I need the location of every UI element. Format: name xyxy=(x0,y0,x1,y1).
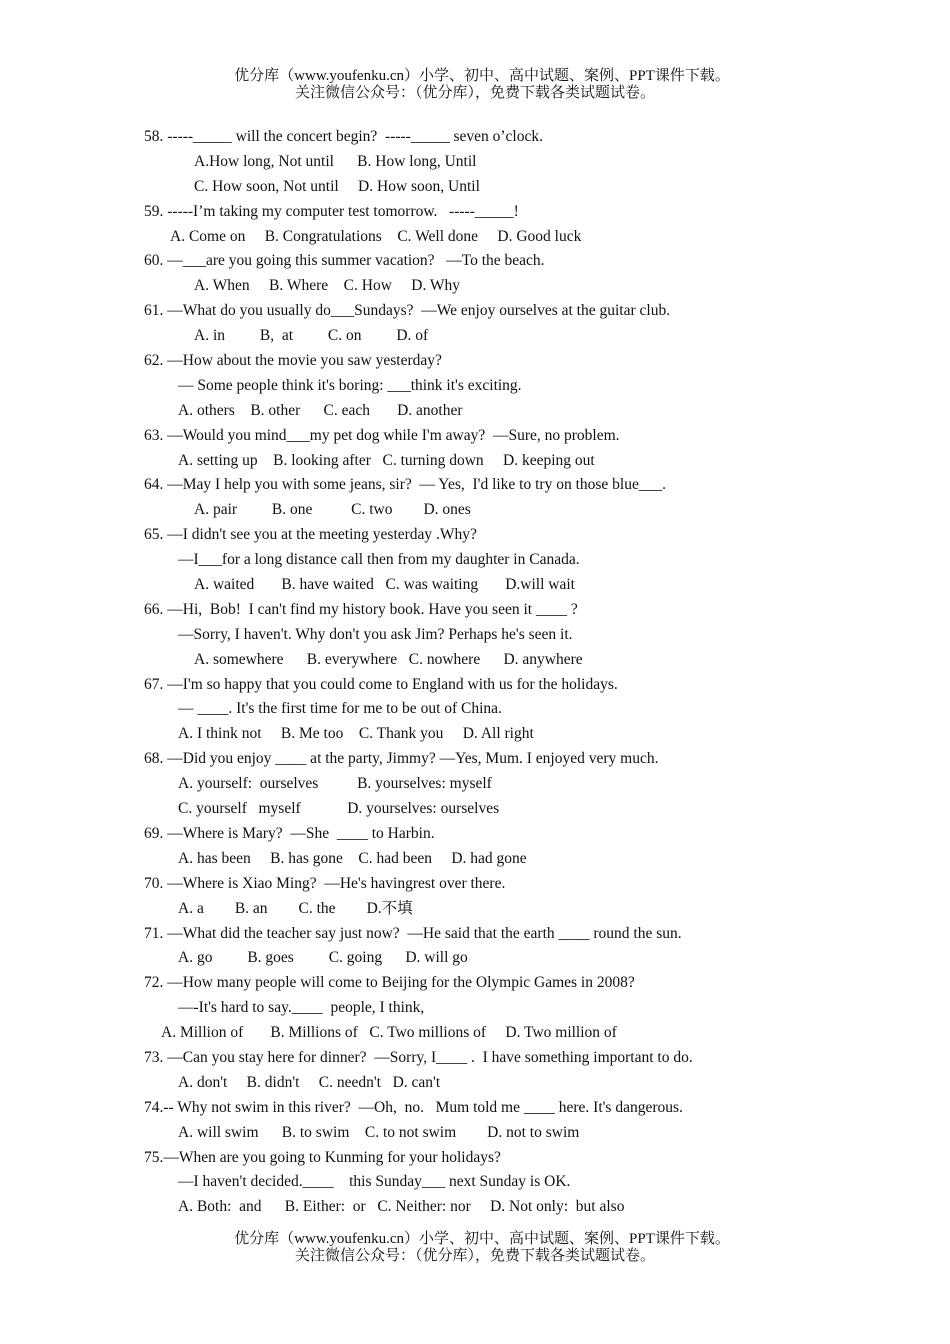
option-line: A. has been B. has gone C. had been D. had gone xyxy=(178,849,527,867)
option-line: —I haven't decided.____ this Sunday___ next Sunday is OK. xyxy=(178,1173,571,1191)
option-line: — ____. It's the first time for me to be out of China. xyxy=(178,700,502,718)
question-line: 58. -----_____ will the concert begin? -----_____ seven o’clock. xyxy=(144,128,543,145)
footer-line-2: 关注微信公众号：（优分库），免费下载各类试题试卷。 xyxy=(294,1248,655,1264)
question-line: 60. —___are you going this summer vacation? —To the beach. xyxy=(144,252,545,270)
question-line: 68. —Did you enjoy ____ at the party, Jimmy? —Yes, Mum. I enjoyed very much. xyxy=(144,750,659,768)
option-line: A. don't B. didn't C. needn't D. can't xyxy=(178,1073,441,1091)
option-line: A. others B. other C. each D. another xyxy=(178,401,463,419)
question-line: 74.-- Why not swim in this river? —Oh, no. Mum told me ____ here. It's dangerous. xyxy=(144,1098,683,1116)
option-line: —I___for a long distance call then from my daughter in Canada. xyxy=(178,551,580,569)
option-line: A. a B. an C. the D.不填 xyxy=(178,899,413,917)
option-line: A.How long, Not until B. How long, Until xyxy=(194,152,477,170)
option-line: C. yourself myself D. yourselves: ourselves xyxy=(178,800,500,818)
option-line: —-It's hard to say.____ people, I think, xyxy=(178,999,425,1017)
option-line: — Some people think it's boring: ___think it's exciting. xyxy=(178,376,522,394)
page-footer xyxy=(0,1231,950,1265)
header-line-2: 关注微信公众号：（优分库），免费下载各类试题试卷。 xyxy=(294,85,655,101)
option-line: A. go B. goes C. going D. will go xyxy=(178,949,468,967)
question-line: 70. —Where is Xiao Ming? —He's havingrest over there. xyxy=(144,874,506,892)
option-line: A. setting up B. looking after C. turning down D. keeping out xyxy=(178,451,595,469)
question-list xyxy=(144,125,924,1220)
option-line: A. Million of B. Millions of C. Two millions of D. Two million of xyxy=(161,1024,617,1042)
option-line: A. Come on B. Congratulations C. Well done D. Good luck xyxy=(170,227,582,245)
option-line: A. somewhere B. everywhere C. nowhere D. anywhere xyxy=(194,650,583,668)
option-line: A. When B. Where C. How D. Why xyxy=(194,277,461,295)
footer-line-1: 优分库（www.youfenku.cn）小学、初中、高中试题、案例、PPT课件下载。 xyxy=(234,1231,730,1247)
question-line: 63. —Would you mind___my pet dog while I'm away? —Sure, no problem. xyxy=(144,426,620,444)
question-line: 66. —Hi, Bob! I can't find my history book. Have you seen it ____ ? xyxy=(144,600,578,618)
question-line: 67. —I'm so happy that you could come to England with us for the holidays. xyxy=(144,675,618,693)
question-line: 59. -----I’m taking my computer test tomorrow. -----_____! xyxy=(144,202,519,220)
option-line: A. in B, at C. on D. of xyxy=(194,327,429,345)
header-line-1: 优分库（www.youfenku.cn）小学、初中、高中试题、案例、PPT课件下载。 xyxy=(234,68,730,84)
question-line: 75.—When are you going to Kunming for your holidays? xyxy=(144,1148,501,1166)
option-line: A. yourself: ourselves B. yourselves: myself xyxy=(178,775,492,793)
question-line: 62. —How about the movie you saw yesterday? xyxy=(144,352,442,370)
question-line: 69. —Where is Mary? —She ____ to Harbin. xyxy=(144,824,435,842)
option-line: A. pair B. one C. two D. ones xyxy=(194,501,471,519)
option-line: C. How soon, Not until D. How soon, Until xyxy=(194,177,480,195)
question-line: 65. —I didn't see you at the meeting yesterday .Why? xyxy=(144,526,477,544)
question-line: 73. —Can you stay here for dinner? —Sorry, I____ . I have something important to do. xyxy=(144,1048,693,1066)
option-line: A. I think not B. Me too C. Thank you D. All right xyxy=(178,725,534,743)
question-line: 61. —What do you usually do___Sundays? —We enjoy ourselves at the guitar club. xyxy=(144,302,671,320)
question-line: 72. —How many people will come to Beijing for the Olympic Games in 2008? xyxy=(144,974,635,992)
option-line: A. will swim B. to swim C. to not swim D. not to swim xyxy=(178,1123,580,1141)
page-header xyxy=(0,68,950,102)
question-line: 71. —What did the teacher say just now? —He said that the earth ____ round the sun. xyxy=(144,924,682,942)
option-line: A. waited B. have waited C. was waiting D.will wait xyxy=(194,576,575,594)
question-line: 64. —May I help you with some jeans, sir? — Yes, I'd like to try on those blue___. xyxy=(144,476,666,494)
option-line: A. Both: and B. Either: or C. Neither: nor D. Not only: but also xyxy=(178,1198,625,1216)
option-line: —Sorry, I haven't. Why don't you ask Jim? Perhaps he's seen it. xyxy=(178,625,573,643)
